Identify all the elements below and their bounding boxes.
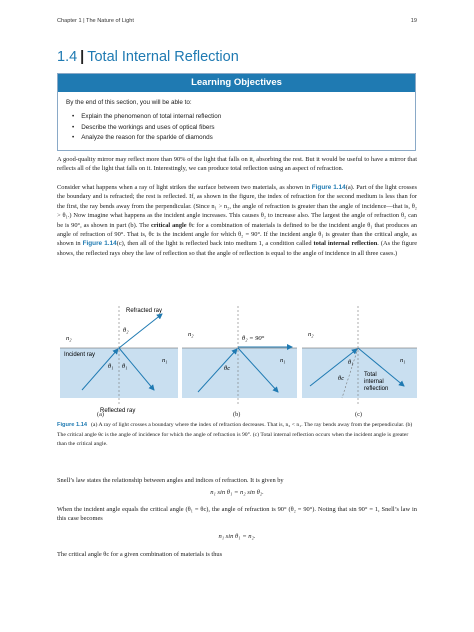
panel-c-label: (c) — [355, 411, 362, 418]
paragraph-critical-formula: The critical angle θc for a given combination of materials is thus — [57, 551, 223, 558]
figure-reference-link[interactable]: Figure 1.14 — [311, 184, 346, 191]
panel-c — [302, 306, 417, 404]
total-internal-reflection-label-3: reflection — [364, 386, 389, 392]
figure-reference-link[interactable]: Figure 1.14 — [82, 240, 117, 248]
caption-text: (a) A ray of light crosses a boundary where the index of refraction decreases. That is, n₂ < n₁. The ray bends away from the perpendicular. (b) The critical angle θc is the angle of incidence for which the angle of refraction is 90°. (c) Total internal reflection occurs when the incident angle is greater than the critical angle. — [57, 422, 413, 448]
objective-item: • Analyze the reason for the sparkle of diamonds — [72, 133, 221, 144]
thetac-label: θc — [224, 365, 231, 372]
refracted-ray-label: Refracted ray — [126, 308, 163, 314]
section-title: Total Internal Reflection — [87, 49, 239, 65]
learning-objectives-box — [57, 73, 416, 151]
objective-item: • Describe the workings and uses of optical fibers — [72, 123, 221, 134]
medium-n1 — [302, 348, 417, 398]
objective-item: • Explain the phenomenon of total internal reflection — [72, 112, 221, 123]
total-internal-reflection-label-2: internal — [364, 379, 384, 385]
n1-label: n₁ — [400, 357, 406, 364]
theta2-label: θ₂ — [123, 327, 129, 334]
theta1-incident-label: θ₁ — [108, 363, 114, 370]
equation-snell: n₁ sin θ₁ = n₂ sin θ₂. — [210, 489, 264, 496]
theta1-reflected-label: θ₁ — [122, 363, 128, 370]
incident-ray-label: Incident ray — [64, 352, 96, 358]
thetac-label: θc — [338, 375, 345, 382]
figure-caption — [57, 421, 417, 450]
paragraph-critical-angle: Consider what happens when a ray of light strikes the surface between two materials, as shown in Figure 1.14(a). Part of the light crosses the boundary and is refracted; the rest is reflected. If, as shown in the figure, the index of refraction for the second medium is less than for the first, the ray bends away from the perpendicular. (Since n₁ > n₂, the angle of refraction is greater than the angle of incidence—that is, θ₂ > θ₁.) Now imagine what happens as the incident angle increases. This causes θ₂ to increase also. The largest the angle of refraction θ₂ can be is 90°, as shown in part (b). The critical angle θc for a combination of materials is defined to be the incident angle θ₁ that produces an angle of refraction of 90°. That is, θc is the incident angle for which θ₂ = 90°. If the incident angle θ₁ is greater than the critical angle, as shown in Figure 1.14(c), then all of the light is reflected back into medium 1, a condition called total internal reflection. (As the figure shows, the reflected rays obey the law of reflection so that the angle of reflection is equal to the angle of incidence in all three cases.) — [57, 184, 418, 257]
theta1-label: θ₁ — [348, 359, 354, 366]
chapter-title: Chapter 1 | The Nature of Light — [57, 18, 134, 24]
panel-a — [60, 306, 178, 414]
n1-label: n₁ — [280, 357, 286, 364]
learning-objectives-heading: Learning Objectives — [58, 74, 415, 92]
page-header — [57, 18, 417, 28]
panel-b-label: (b) — [233, 411, 241, 418]
figure-1-14 — [52, 300, 422, 418]
reflected-ray-label: Reflected ray — [100, 408, 136, 414]
theta2-label: θ₂ = 90° — [242, 335, 265, 342]
n2-label: n₂ — [188, 331, 194, 338]
learning-objectives-intro: By the end of this section, you will be able to: — [66, 99, 192, 106]
total-internal-reflection-label-1: Total — [364, 372, 377, 378]
section-number: 1.4 — [57, 49, 78, 65]
paragraph-critical-case: When the incident angle equals the critical angle (θ₁ = θc), the angle of refraction is 90° (θ₂ = 90°). Noting that sin 90° = 1, Snell’s law in this case becomes — [57, 506, 417, 523]
n1-label: n₁ — [162, 357, 168, 364]
section-divider: | — [80, 49, 85, 65]
paragraph-intro: A good-quality mirror may reflect more than 90% of the light that falls on it, absorbing the rest. But it would be useful to have a mirror that reflects all of the light that falls on it. Interestingly, we can produce total reflection using an aspect of refraction. — [57, 156, 417, 173]
paragraph-snell: Snell’s law states the relationship between angles and indices of refraction. It is given by — [57, 477, 284, 484]
panel-b — [182, 306, 297, 404]
equation-critical: n₁ sin θ₁ = n₂. — [218, 533, 256, 540]
panel-a-label: (a) — [97, 411, 104, 418]
figure-diagram — [52, 300, 422, 418]
page-number: 19 — [410, 18, 417, 24]
figure-number: Figure 1.14 — [57, 422, 88, 428]
learning-objectives-list — [72, 112, 221, 144]
section-heading — [57, 49, 239, 65]
n2-label: n₂ — [308, 331, 314, 338]
term-critical-angle: critical angle — [151, 221, 187, 229]
term-total-internal-reflection: total internal reflection — [313, 240, 378, 248]
n2-label: n₂ — [66, 335, 72, 342]
